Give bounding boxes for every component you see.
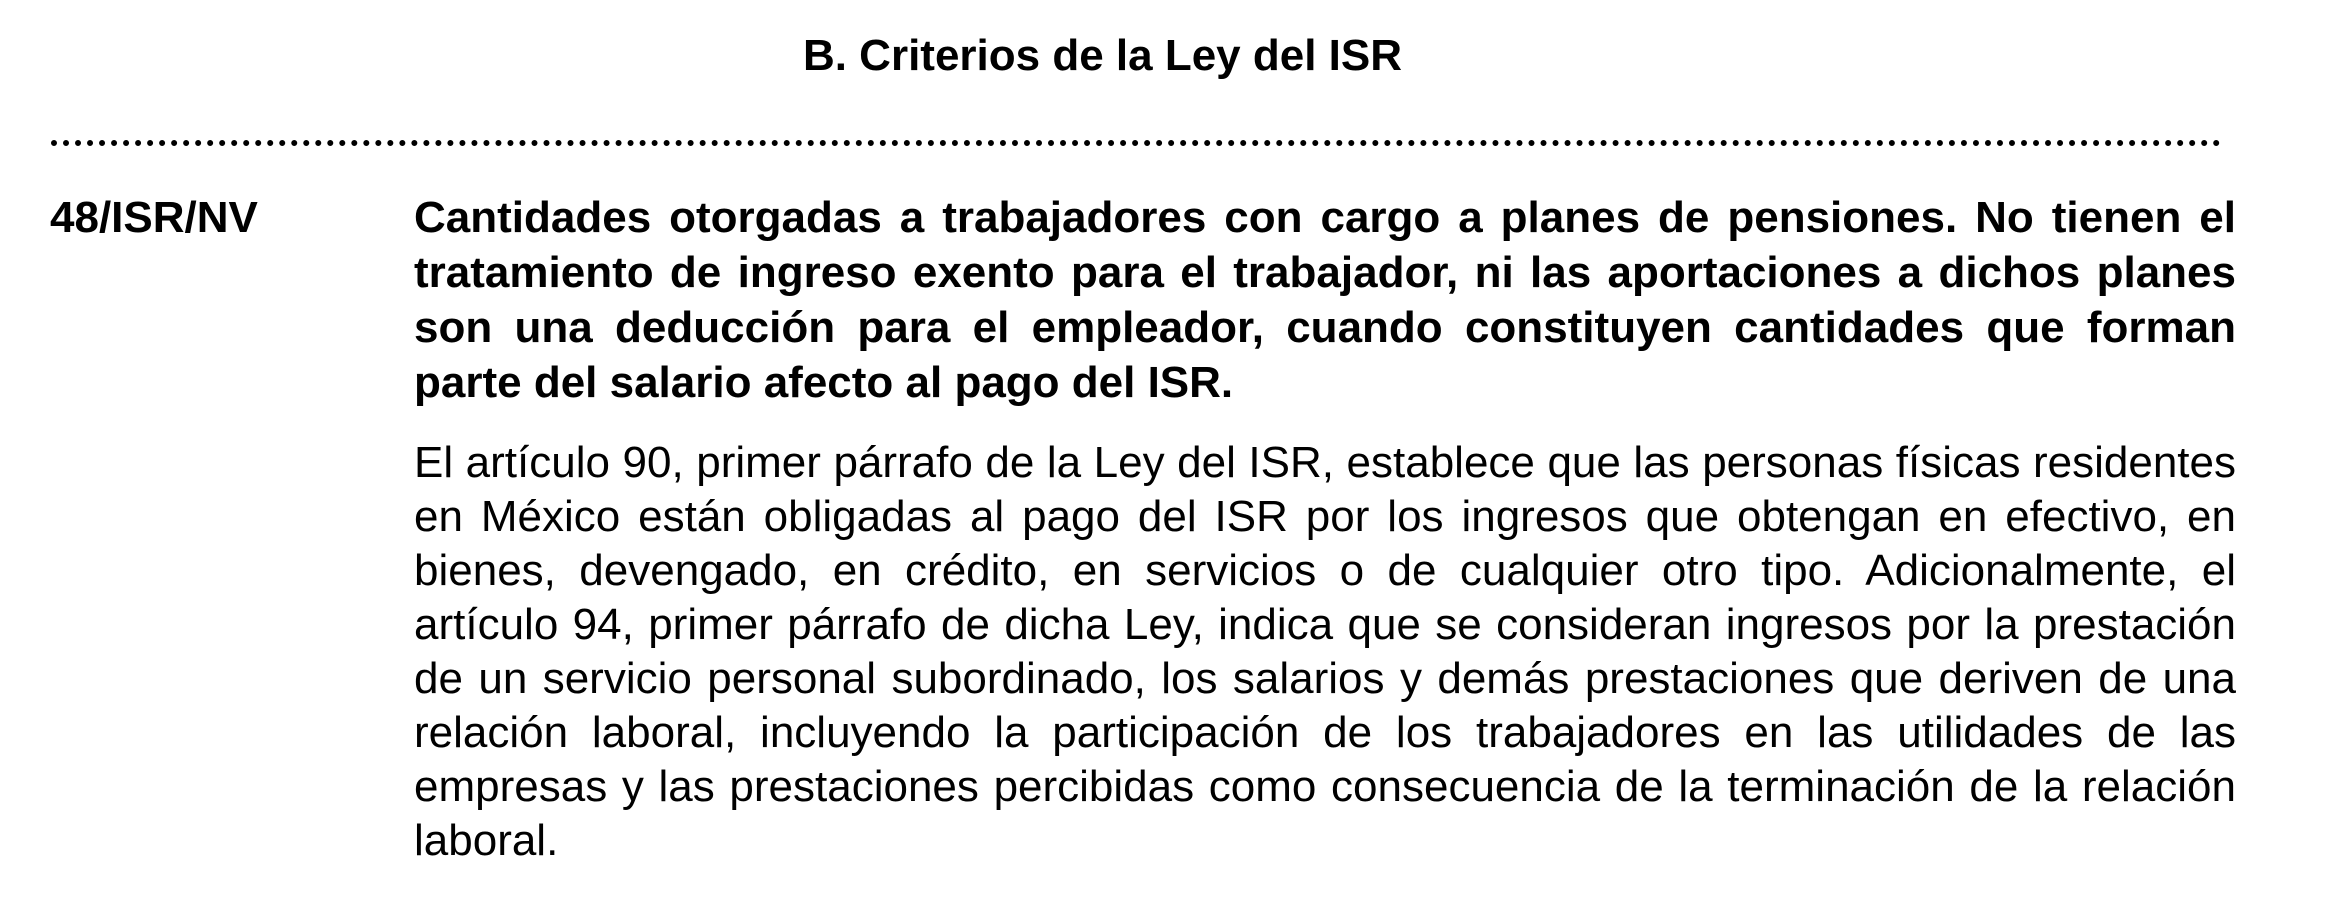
section-title: B. Criterios de la Ley del ISR <box>802 31 1403 80</box>
dotted-divider <box>51 140 2221 146</box>
criterion-id: 48/ISR/NV <box>50 193 258 242</box>
criterion-body-paragraph: El artículo 90, primer párrafo de la Ley del ISR, establece que las personas físicas residentes en México están obligadas al pago del ISR por los ingresos que obtengan en efectivo, en bienes, devengado, en crédito, en servicios o de cualquier otro tipo. Adicionalmente, el artículo 94, primer párrafo de dicha Ley, indica que se consideran ingresos por la prestación de un servicio personal subordinado, los salarios y demás prestaciones que deriven de una relación laboral, incluyendo la participación de los trabajadores en las utilidades de las empresas y las prestaciones percibidas como consecuencia de la terminación de la relación laboral. <box>414 438 2236 865</box>
criterion-title: Cantidades otorgadas a trabajadores con cargo a planes de pensiones. No tienen el tratamiento de ingreso exento para el trabajador, ni las aportaciones a dichos planes son una deducción para el empleador, cuando constituyen cantidades que forman parte del salario afecto al pago del ISR. <box>414 193 2236 407</box>
